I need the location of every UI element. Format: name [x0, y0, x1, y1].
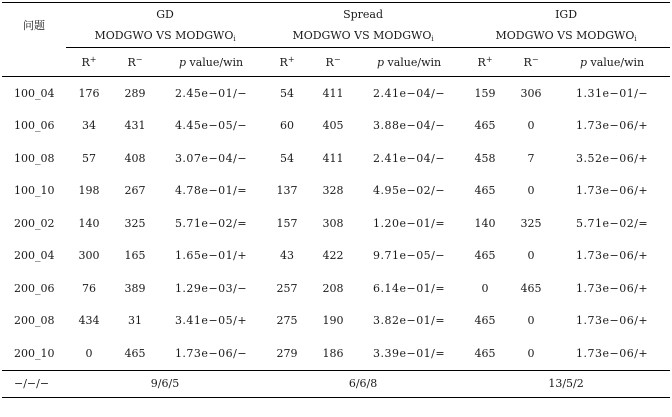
spread-summary: 6/6/8 — [264, 370, 462, 397]
table-row — [2, 272, 670, 305]
igd-r-plus-value: 0 — [481, 281, 489, 295]
gd-p-value-win: 3.41e−05/+ — [174, 314, 248, 328]
summary-label: −/−/− — [2, 370, 66, 397]
group-gd-header: GD — [66, 3, 264, 26]
gd-r-minus-value: 267 — [124, 184, 146, 198]
igd-p-value-win: 1.73e−06/+ — [575, 249, 649, 263]
igd-comparison-label: MODGWO VS $MODGWO_i$ — [462, 25, 670, 48]
igd-summary: 13/5/2 — [462, 370, 670, 397]
gd-r-minus-value: 431 — [124, 119, 146, 133]
table-row — [2, 207, 670, 240]
spread-r-minus-value: 411 — [322, 86, 344, 100]
igd-r-minus-header: R− — [508, 48, 554, 77]
spread-r-minus-header: R− — [310, 48, 356, 77]
gd-r-minus-value: 465 — [124, 346, 146, 360]
problem-name: 200_04 — [14, 249, 55, 263]
igd-r-plus-value: 140 — [474, 216, 496, 230]
spread-r-plus-value: 275 — [276, 314, 298, 328]
igd-r-plus-value: 465 — [474, 314, 496, 328]
igd-p-value-win: 1.73e−06/+ — [575, 119, 649, 133]
igd-p-value-win: 3.52e−06/+ — [575, 151, 649, 165]
group-header-row — [2, 3, 670, 26]
gd-r-plus-value: 198 — [78, 184, 100, 198]
igd-p-value-win: 1.73e−06/+ — [575, 281, 649, 295]
gd-r-plus-value: 176 — [78, 86, 100, 100]
problem-name: 200_06 — [14, 281, 55, 295]
comparison-table — [2, 2, 670, 398]
problem-name: 200_02 — [14, 216, 55, 230]
igd-r-plus-value: 465 — [474, 184, 496, 198]
igd-r-plus-value: 465 — [474, 249, 496, 263]
problem-name: 100_06 — [14, 119, 55, 133]
spread-p-value-header: p value/win — [356, 48, 462, 77]
gd-p-value-win: 3.07e−04/− — [174, 151, 248, 165]
spread-r-plus-value: 54 — [280, 86, 295, 100]
igd-r-minus-value: 0 — [527, 249, 535, 263]
gd-r-minus-value: 289 — [124, 86, 146, 100]
comparison-row — [2, 25, 670, 48]
spread-r-plus-value: 157 — [276, 216, 298, 230]
gd-p-value-win: 2.45e−01/− — [174, 86, 248, 100]
igd-p-value-win: 5.71e−02/= — [575, 216, 649, 230]
gd-p-value-win: 4.45e−05/− — [174, 119, 248, 133]
problem-name: 200_10 — [14, 346, 55, 360]
igd-r-plus-value: 465 — [474, 119, 496, 133]
igd-r-minus-value: 0 — [527, 184, 535, 198]
spread-p-value-win: 3.39e−01/= — [372, 346, 446, 360]
gd-r-plus-value: 140 — [78, 216, 100, 230]
summary-row — [2, 370, 670, 397]
table-row — [2, 142, 670, 175]
igd-p-value-win: 1.73e−06/+ — [575, 314, 649, 328]
spread-p-value-win: 6.14e−01/= — [372, 281, 446, 295]
gd-p-value-win: 1.29e−03/− — [174, 281, 248, 295]
problem-name: 100_08 — [14, 151, 55, 165]
spread-r-minus-value: 411 — [322, 151, 344, 165]
spread-r-plus-value: 54 — [280, 151, 295, 165]
spread-r-minus-value: 328 — [322, 184, 344, 198]
igd-r-plus-header: R+ — [462, 48, 508, 77]
problem-name: 100_10 — [14, 184, 55, 198]
igd-p-value-win: 1.73e−06/+ — [575, 184, 649, 198]
igd-r-minus-value: 465 — [520, 281, 542, 295]
gd-r-minus-value: 408 — [124, 151, 146, 165]
igd-r-minus-value: 325 — [520, 216, 542, 230]
group-igd-header: IGD — [462, 3, 670, 26]
spread-r-minus-value: 308 — [322, 216, 344, 230]
igd-p-value-win: 1.73e−06/+ — [575, 346, 649, 360]
gd-p-value-win: 1.73e−06/− — [174, 346, 248, 360]
table-row — [2, 240, 670, 273]
spread-r-plus-value: 137 — [276, 184, 298, 198]
gd-r-plus-header: R+ — [66, 48, 112, 77]
igd-r-minus-value: 306 — [520, 86, 542, 100]
gd-r-minus-value: 31 — [128, 314, 142, 328]
spread-r-plus-value: 43 — [280, 249, 295, 263]
spread-r-plus-value: 60 — [280, 119, 295, 133]
table-row — [2, 175, 670, 208]
igd-r-plus-value: 159 — [474, 86, 496, 100]
gd-r-plus-value: 34 — [82, 119, 96, 133]
problem-name: 100_04 — [14, 86, 55, 100]
gd-r-plus-value: 434 — [78, 314, 100, 328]
table-row — [2, 77, 670, 110]
spread-r-plus-header: R+ — [264, 48, 310, 77]
gd-p-value-win: 4.78e−01/= — [174, 184, 248, 198]
spread-r-minus-value: 208 — [322, 281, 344, 295]
igd-r-plus-value: 458 — [474, 151, 496, 165]
gd-p-value-win: 1.65e−01/+ — [174, 249, 248, 263]
igd-p-value-header: p value/win — [554, 48, 670, 77]
gd-r-plus-value: 76 — [82, 281, 96, 295]
gd-r-minus-value: 325 — [124, 216, 146, 230]
gd-p-value-win: 5.71e−02/= — [174, 216, 248, 230]
spread-p-value-win: 9.71e−05/− — [372, 249, 446, 263]
gd-r-minus-value: 165 — [124, 249, 146, 263]
table-row — [2, 110, 670, 143]
column-header-row — [2, 48, 670, 77]
spread-r-plus-value: 257 — [276, 281, 298, 295]
gd-summary: 9/6/5 — [66, 370, 264, 397]
spread-p-value-win: 2.41e−04/− — [372, 151, 446, 165]
header-spacer — [2, 48, 66, 77]
gd-r-minus-value: 389 — [124, 281, 146, 295]
gd-r-plus-value: 300 — [78, 249, 100, 263]
spread-comparison-label: MODGWO VS $MODGWO_i$ — [264, 25, 462, 48]
igd-r-minus-value: 0 — [527, 346, 535, 360]
table-row — [2, 305, 670, 338]
group-spread-header: Spread — [264, 3, 462, 26]
igd-r-minus-value: 0 — [527, 119, 535, 133]
spread-p-value-win: 3.82e−01/= — [372, 314, 446, 328]
spread-p-value-win: 1.20e−01/= — [372, 216, 446, 230]
igd-r-minus-value: 0 — [527, 314, 535, 328]
spread-p-value-win: 2.41e−04/− — [372, 86, 446, 100]
spread-p-value-win: 4.95e−02/− — [372, 184, 446, 198]
spread-p-value-win: 3.88e−04/− — [372, 119, 446, 133]
table-row — [2, 337, 670, 370]
spread-r-minus-value: 405 — [322, 119, 344, 133]
gd-r-minus-header: R− — [112, 48, 158, 77]
gd-comparison-label: MODGWO VS $MODGWO_i$ — [66, 25, 264, 48]
igd-p-value-win: 1.31e−01/− — [575, 86, 649, 100]
spread-r-minus-value: 186 — [322, 346, 344, 360]
gd-r-plus-value: 57 — [82, 151, 96, 165]
spread-r-minus-value: 422 — [322, 249, 344, 263]
spread-r-minus-value: 190 — [322, 314, 344, 328]
problem-column-header: 问题 — [2, 3, 66, 48]
igd-r-minus-value: 7 — [527, 151, 535, 165]
igd-r-plus-value: 465 — [474, 346, 496, 360]
gd-p-value-header: p value/win — [158, 48, 264, 77]
problem-name: 200_08 — [14, 314, 55, 328]
spread-r-plus-value: 279 — [276, 346, 298, 360]
gd-r-plus-value: 0 — [85, 346, 93, 360]
